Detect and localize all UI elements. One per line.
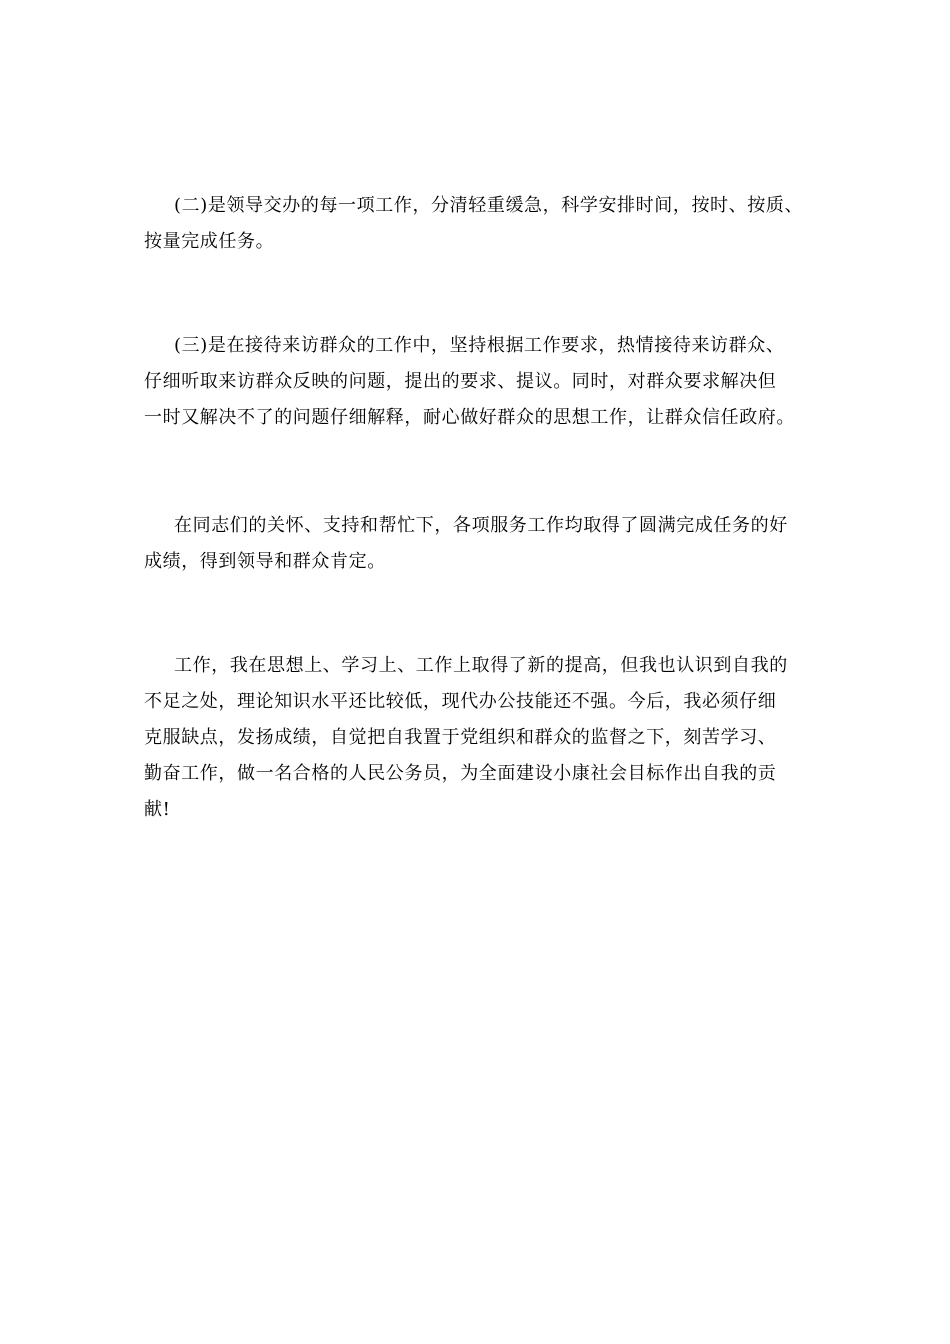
paragraph-self-assessment xyxy=(144,648,824,828)
paragraph-line: 工作，我在思想上、学习上、工作上取得了新的提高，但我也认识到自我的 xyxy=(174,655,788,676)
paragraph-line: 不足之处，理论知识水平还比较低，现代办公技能还不强。今后，我必须仔细 xyxy=(144,691,777,712)
paragraph-line: 仔细听取来访群众反映的问题，提出的要求、提议。同时，对群众要求解决但 xyxy=(144,371,777,392)
paragraph-line: 克服缺点，发扬成绩，自觉把自我置于党组织和群众的监督之下，刻苦学习、 xyxy=(144,727,777,748)
paragraph-line: 成绩，得到领导和群众肯定。 xyxy=(144,551,386,572)
paragraph-line: 按量完成任务。 xyxy=(144,231,275,252)
paragraph-achievements xyxy=(144,508,824,580)
paragraph-visitor-reception xyxy=(144,328,824,436)
paragraph-line: 一时又解决不了的问题仔细解释，耐心做好群众的思想工作，让群众信任政府。 xyxy=(144,407,795,428)
paragraph-line: 在同志们的关怀、支持和帮忙下，各项服务工作均取得了圆满完成任务的好 xyxy=(174,515,788,536)
paragraph-line: (二)是领导交办的每一项工作，分清轻重缓急，科学安排时间，按时、按质、 xyxy=(174,195,804,216)
paragraph-task-handling xyxy=(144,188,824,260)
paragraph-line: 勤奋工作，做一名合格的人民公务员，为全面建设小康社会目标作出自我的贡 xyxy=(144,763,777,784)
paragraph-line: 献! xyxy=(144,799,171,820)
paragraph-line: (三)是在接待来访群众的工作中，坚持根据工作要求，热情接待来访群众、 xyxy=(174,335,785,356)
